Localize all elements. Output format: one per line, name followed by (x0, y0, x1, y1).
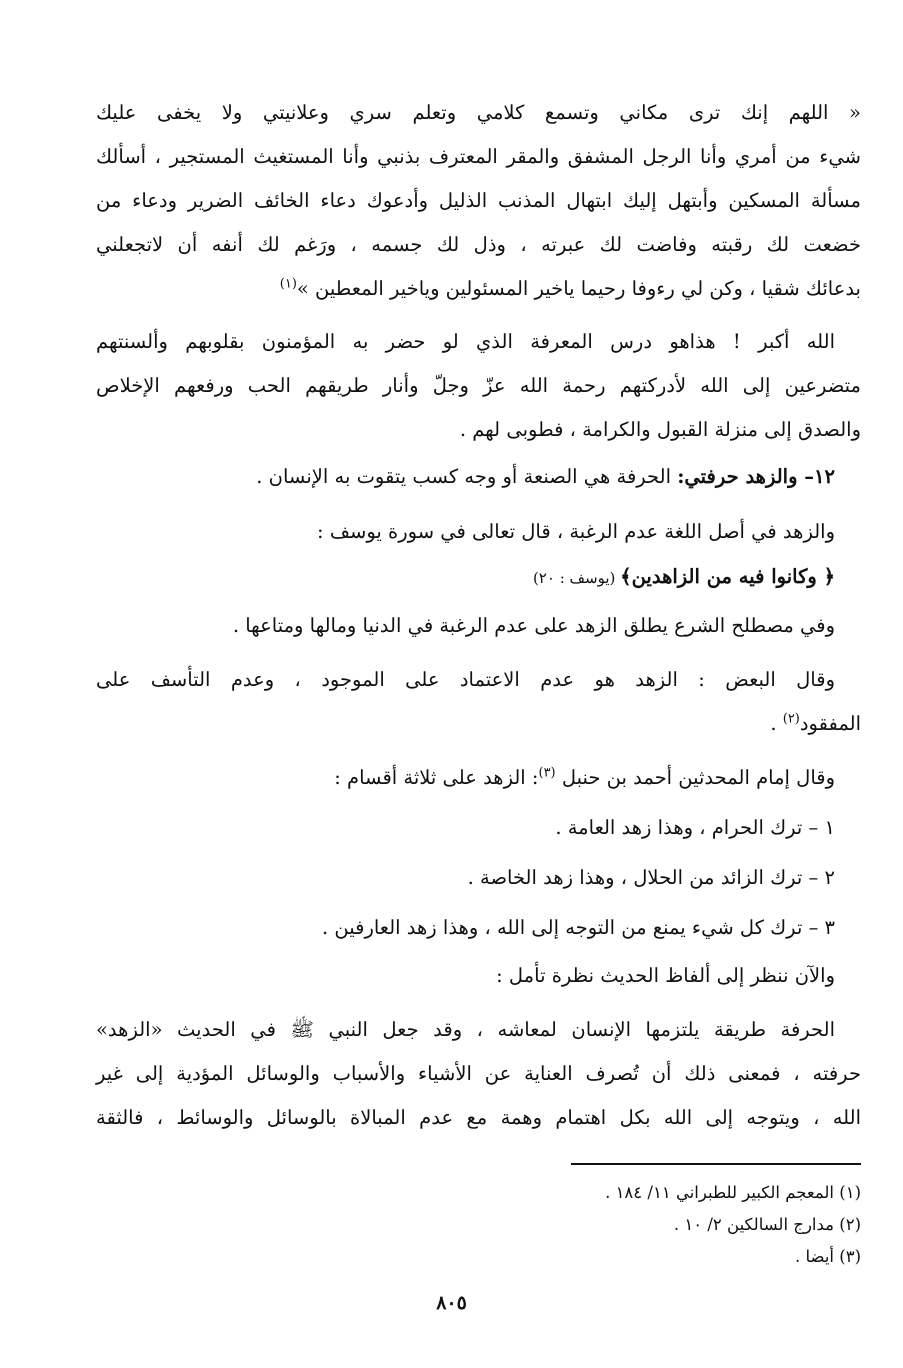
body-line: الله ، ويتوجه إلى الله بكل اهتمام وهمة مع عدم المبالاة بالوسائل والوسائط ، فالثقة (96, 1106, 861, 1129)
body-line-text: بدعائك شقيا ، وكن لي رءوفا رحيما ياخير المسئولين وياخير المعطين » (296, 277, 861, 300)
body-line: والزهد في أصل اللغة عدم الرغبة ، قال تعالى في سورة يوسف : (317, 520, 835, 543)
body-line (770, 702, 861, 746)
body-line-text: المفقود (799, 712, 861, 735)
body-line: متضرعين إلى الله لأدركتهم رحمة الله عزّ وجلّ وأنار طريقهم الحب ورفعهم الإخلاص (96, 374, 861, 397)
footnote: (٢) مدارج السالكين ٢/ ١٠ . (673, 1215, 861, 1234)
footnote: (٣) أيضا . (795, 1247, 861, 1266)
body-line: وفي مصطلح الشرع يطلق الزهد على عدم الرغبة في الدنيا ومالها ومتاعها . (232, 614, 835, 637)
body-line: خضعت لك رقبته وفاضت لك عبرته ، وذل لك جسمه ، ورَغم لك أنفه أن لاتجعلني (96, 233, 861, 256)
body-line-text: . (770, 712, 783, 735)
body-line-text: وقال إمام المحدثين أحمد بن حنبل (555, 766, 835, 789)
body-line (334, 756, 835, 800)
body-line-text: : الزهد على ثلاثة أقسام : (334, 766, 539, 789)
body-line (280, 267, 861, 311)
footnote-ref: (٣) (538, 765, 556, 781)
body-line: وقال البعض : الزهد هو عدم الاعتماد على الموجود ، وعدم التأسف على (96, 668, 835, 691)
list-item: ٢ – ترك الزائد من الحلال ، وهذا زهد الخاصة . (467, 866, 835, 889)
body-line: مسألة المسكين وأبتهل إليك ابتهال المذنب الذليل وأدعوك دعاء الخائف الضرير ودعاء من (96, 189, 861, 212)
body-line: الله أكبر ! هذاهو درس المعرفة الذي لو حضر به المؤمنون بقلوبهم وألسنتهم (96, 330, 835, 353)
list-item: ١ – ترك الحرام ، وهذا زهد العامة . (555, 816, 835, 839)
quran-verse-line (533, 555, 835, 600)
body-line: والآن ننظر إلى ألفاظ الحديث نظرة تأمل : (496, 964, 835, 987)
body-line: والصدق إلى منزلة القبول والكرامة ، فطوبى لهم . (459, 418, 861, 441)
body-line: الحرفة طريقة يلتزمها الإنسان لمعاشه ، وقد جعل النبي ﷺ في الحديث «الزهد» (96, 1018, 835, 1041)
verse-citation: (يوسف : ٢٠) (532, 569, 621, 587)
body-line: شيء من أمري وأنا الرجل المشفق والمقر المعترف بذنبي وأنا المستغيث المستجير ، أسألك (96, 145, 861, 168)
body-line: « اللهم إنك ترى مكاني وتسمع كلامي وتعلم سري وعلانيتي ولا يخفى عليك (96, 101, 861, 124)
quran-verse: ﴿ وكانوا فيه من الزاهدين﴾ (620, 565, 835, 588)
body-line: حرفته ، فمعنى ذلك أن تُصرف العناية عن الأشياء والأسباب والوسائل المؤدية إلى غير (96, 1062, 861, 1085)
footnote-divider (571, 1163, 861, 1165)
footnote-ref: (١) (279, 276, 297, 292)
body-line-text: الحرفة هي الصنعة أو وجه كسب يتقوت به الإنسان . (256, 465, 678, 488)
page-number: ٨٠٥ (436, 1292, 467, 1314)
section-heading: ١٢– والزهد حرفتي: (677, 465, 835, 488)
section-heading-line (256, 455, 835, 499)
footnote-ref: (٢) (782, 711, 800, 727)
list-item: ٣ – ترك كل شيء يمنع من التوجه إلى الله ، وهذا زهد العارفين . (322, 916, 835, 939)
footnote: (١) المعجم الكبير للطبراني ١١/ ١٨٤ . (605, 1183, 861, 1202)
